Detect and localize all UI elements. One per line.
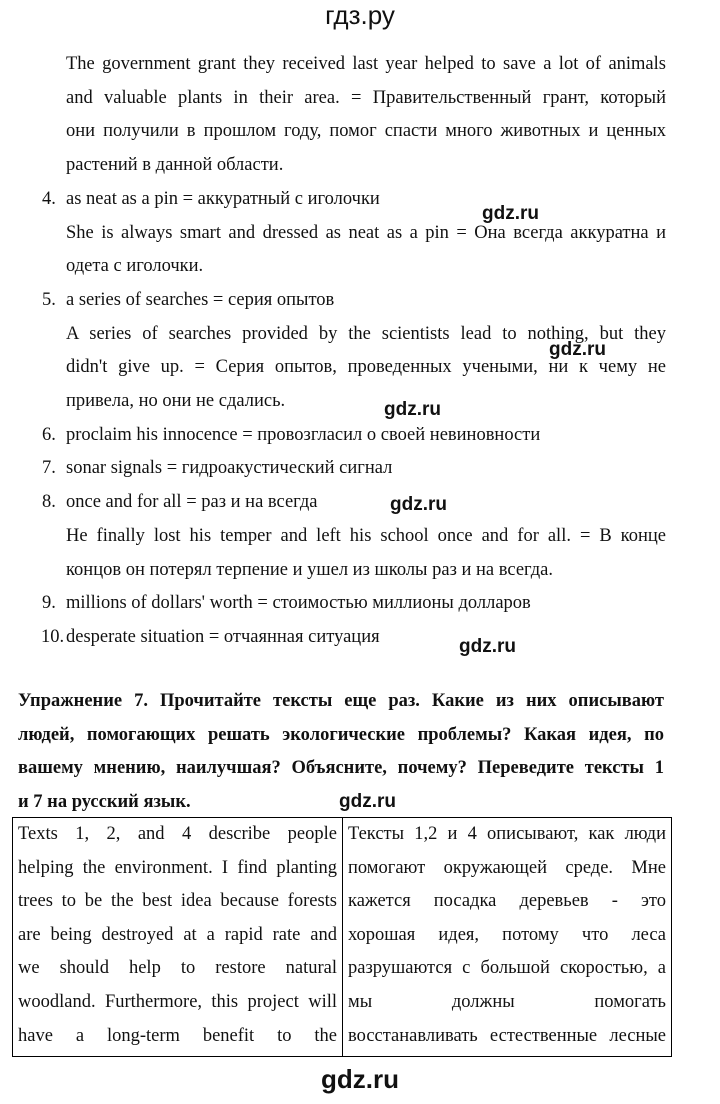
table-line: помогают окружающей среде. Мне [348,857,666,878]
table-line: мы должны помогать [348,991,666,1012]
table-line: have a long-term benefit to the [18,1025,337,1046]
item-phrase: proclaim his innocence = провозгласил о своей невиновности [66,424,541,445]
item-number: 7. [42,458,56,479]
table-line: восстанавливать естественные лесные [348,1025,666,1046]
item-phrase: desperate situation = отчаянная ситуация [66,626,380,647]
exercise-line: людей, помогающих решать экологические проблемы? Какая идея, по [18,724,664,745]
list-item [42,284,666,318]
item-example-line: She is always smart and dressed as neat as a pin = Она всегда аккуратна и [66,222,666,243]
list-item [41,621,666,655]
document-body [41,48,666,655]
table-line: are being destroyed at a rapid rate and [18,924,337,945]
watermark: gdz.ru [459,636,516,657]
site-header: гдз.ру [325,0,395,30]
table-line: helping the environment. I find planting [18,857,337,878]
table-line: we should help to restore natural [18,958,337,979]
intro-line: The government grant they received last year helped to save a lot of animals [66,54,666,74]
list-item [42,183,666,217]
intro-line: растений в данной области. [66,155,284,176]
list-item [42,587,666,621]
intro-line: and valuable plants in their area. = Правительственный грант, который [66,87,666,108]
item-number: 6. [42,424,56,445]
item-number: 4. [42,188,56,209]
exercise-line: и 7 на русский язык. [18,791,191,812]
exercise-line: вашему мнению, наилучшая? Объясните, почему? Переведите тексты 1 [18,758,664,778]
item-example-line: A series of searches provided by the scientists lead to nothing, but they [66,323,666,344]
watermark: gdz.ru [390,494,447,515]
item-phrase: sonar signals = гидроакустический сигнал [66,458,393,479]
site-footer: gdz.ru [321,1064,399,1094]
item-example-line: привела, но они не сдались. [66,391,286,412]
item-example-line: концов он потерял терпение и ушел из школы раз и на всегда. [66,559,553,580]
table-line: Texts 1, 2, and 4 describe people [18,824,337,844]
watermark: gdz.ru [339,791,396,812]
item-number: 9. [42,593,56,614]
exercise-line: Упражнение 7. Прочитайте тексты еще раз. Какие из них описывают [18,691,664,711]
item-number: 5. [42,289,56,310]
item-phrase: a series of searches = серия опытов [66,289,335,310]
watermark: gdz.ru [482,203,539,224]
table-cell-english [13,818,343,1056]
item-example-line: didn't give up. = Серия опытов, проведенных учеными, ни к чему не [66,357,666,378]
intro-line: они получили в прошлом году, помог спасти много животных и ценных [66,121,666,142]
watermark: gdz.ru [549,339,606,360]
item-phrase: as neat as a pin = аккуратный с иголочки [66,188,380,209]
exercise-heading [18,685,664,819]
table-line: хорошая идея, потому что леса [348,924,666,945]
watermark: gdz.ru [384,399,441,420]
item-number: 8. [42,492,56,513]
table-line: Тексты 1,2 и 4 описывают, как люди [348,824,666,844]
table-line: кажется посадка деревьев - это [348,891,666,912]
table-line: woodland. Furthermore, this project will [18,991,337,1012]
list-item [42,419,666,453]
item-example-line: He finally lost his temper and left his school once and for all. = В конце [66,525,666,546]
translation-table [12,817,672,1057]
table-line: разрушаются с большой скоростью, а [348,958,666,979]
item-phrase: once and for all = раз и на всегда [66,492,318,513]
list-item [42,486,666,520]
table-cell-russian [343,818,671,1056]
table-line: trees to be the best idea because forests [18,891,337,912]
item-phrase: millions of dollars' worth = стоимостью миллионы долларов [66,593,531,614]
item-number: 10. [41,626,65,647]
item-example-line: одета с иголочки. [66,256,204,277]
list-item [42,452,666,486]
